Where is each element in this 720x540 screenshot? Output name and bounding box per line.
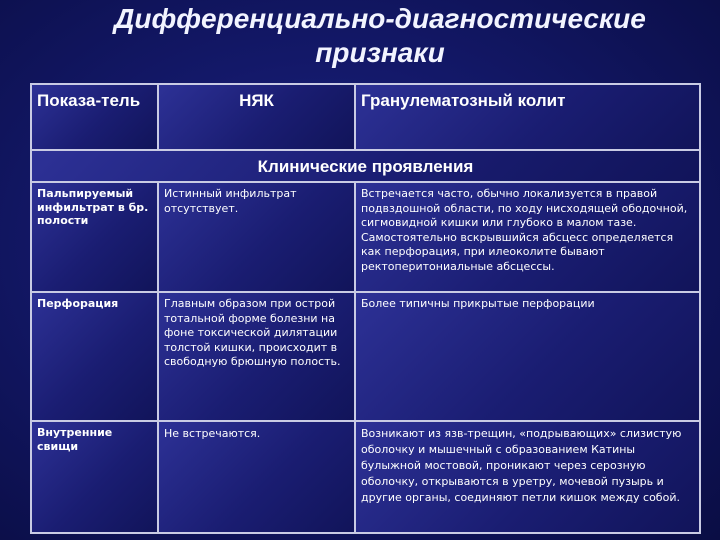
slide-title xyxy=(60,2,700,70)
header-nyak: НЯК xyxy=(158,84,355,150)
cell-granulomatous-infiltrate: Встречается часто, обычно локализуется в правой подвздошной области, по ходу нисходящей ободочной, сигмовидной кишки или глубоко в малом тазе. Самостоятельно вскрывшийся абсцесс определяется как перфорация, при илеоколите бывают ректоперитониальные абсцессы. xyxy=(355,182,700,292)
cell-granulomatous-perforation: Более типичны прикрытые перфорации xyxy=(355,292,700,421)
header-granulomatous: Гранулематозный колит xyxy=(355,84,700,150)
section-row xyxy=(31,150,700,182)
comparison-table xyxy=(30,83,701,534)
cell-nyak-perforation: Главным образом при острой тотальной форме болезни на фоне токсической дилятации толстой кишки, происходит в свободную брюшную полость. xyxy=(158,292,355,421)
slide-title-line1: Дифференциально-диагностические xyxy=(114,3,646,34)
section-clinical: Клинические проявления xyxy=(31,150,700,182)
slide-title-line2: признаки xyxy=(315,37,445,68)
cell-granulomatous-fistulas: Возникают из язв-трещин, «подрывающих» слизистую оболочку и мышечный с образованием Катины булыжной мостовой, проникают через серозную оболочку, открываются в уретру, мочевой пузырь и другие органы, соединяют петли кишок между собой. xyxy=(355,421,700,533)
cell-nyak-fistulas: Не встречаются. xyxy=(158,421,355,533)
row-label-fistulas: Внутренние свищи xyxy=(31,421,158,533)
header-indicator: Показа-тель xyxy=(31,84,158,150)
row-label-infiltrate: Пальпируемый инфильтрат в бр. полости xyxy=(31,182,158,292)
table-row xyxy=(31,292,700,421)
table-row xyxy=(31,421,700,533)
table-header-row xyxy=(31,84,700,150)
cell-nyak-infiltrate: Истинный инфильтрат отсутствует. xyxy=(158,182,355,292)
row-label-perforation: Перфорация xyxy=(31,292,158,421)
table-row xyxy=(31,182,700,292)
